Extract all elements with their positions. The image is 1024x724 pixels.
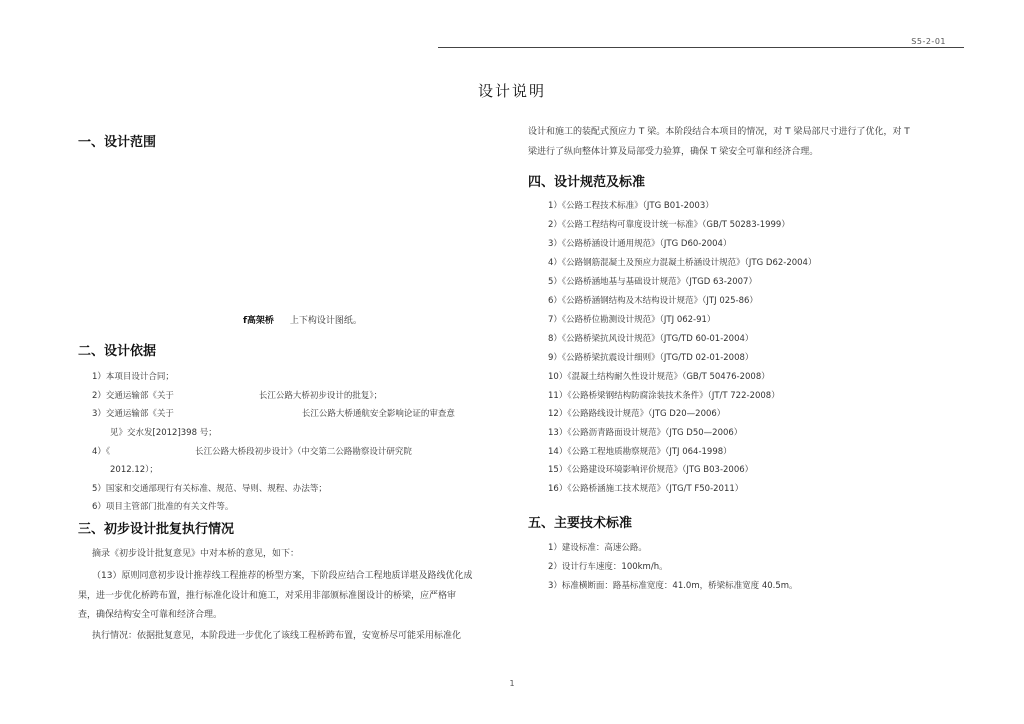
section-4-heading: 四、设计规范及标准 bbox=[528, 175, 646, 190]
standard-item: 16）《公路桥涵施工技术规范》（JTG/T F50-2011） bbox=[548, 484, 744, 494]
section-1-scope-text bbox=[243, 313, 362, 326]
standard-item: 14）《公路工程地质勘察规范》（JTJ 064-1998） bbox=[548, 447, 732, 457]
section-1-scope-tail: 上下构设计图纸。 bbox=[289, 316, 362, 326]
standard-item: 11）《公路桥梁钢结构防腐涂装技术条件》（JT/T 722-2008） bbox=[548, 391, 780, 401]
drawing-number: S5-2-01 bbox=[911, 37, 946, 46]
section-3-continued-line: 设计和施工的装配式预应力 T 梁。本阶段结合本项目的情况，对 T 梁局部尺寸进行了优化，对 T bbox=[528, 127, 910, 137]
section-3-line: 执行情况：依据批复意见，本阶段进一步优化了该线工程桥跨布置，安宽桥尽可能采用标准化 bbox=[92, 631, 462, 641]
section-3-continued-line: 梁进行了纵向整体计算及局部受力验算，确保 T 梁安全可靠和经济合理。 bbox=[528, 147, 819, 157]
basis-item-cont: 2012.12）； bbox=[110, 465, 158, 475]
section-3-line: （13）原则同意初步设计推荐线工程推荐的桥型方案，下阶段应结合工程地质详堪及路线优化成 bbox=[92, 571, 473, 581]
standard-item: 6）《公路桥涵钢结构及木结构设计规范》（JTJ 025-86） bbox=[548, 296, 758, 306]
standard-item: 13）《公路沥青路面设计规范》（JTG D50—2006） bbox=[548, 428, 743, 438]
section-3-line: 果，进一步优化桥跨布置，推行标准化设计和施工，对采用非部颁标准图设计的桥梁，应严格审 bbox=[78, 591, 457, 601]
standard-item: 5）《公路桥涵地基与基础设计规范》（JTGD 63-2007） bbox=[548, 277, 757, 287]
standard-item: 8）《公路桥梁抗风设计规范》（JTG/TD 60-01-2004） bbox=[548, 334, 754, 344]
basis-item: 1）本项目设计合同； bbox=[92, 372, 174, 382]
page-number: 1 bbox=[509, 679, 515, 688]
tech-standard-item: 2）设计行车速度：100km/h。 bbox=[548, 562, 668, 572]
standard-item: 7）《公路桥位勘测设计规范》（JTJ 062-91） bbox=[548, 315, 716, 325]
section-3-line: 查，确保结构安全可靠和经济合理。 bbox=[78, 610, 223, 620]
section-3-line: 摘录《初步设计批复意见》中对本桥的意见，如下： bbox=[92, 549, 300, 559]
basis-item: 3）交通运输部《关于 长江公路大桥通航安全影响论证的审查意 bbox=[92, 409, 455, 419]
standard-item: 15）《公路建设环境影响评价规范》（JTG B03-2006） bbox=[548, 465, 754, 475]
basis-item: 6）项目主管部门批准的有关文件等。 bbox=[92, 502, 234, 512]
standard-item: 3）《公路桥涵设计通用规范》（JTG D60-2004） bbox=[548, 239, 732, 249]
basis-item: 2）交通运输部《关于 长江公路大桥初步设计的批复》； bbox=[92, 391, 383, 401]
standard-item: 12）《公路路线设计规范》（JTG D20—2006） bbox=[548, 409, 726, 419]
basis-item: 5）国家和交通部现行有关标准、规范、导则、规程、办法等； bbox=[92, 484, 327, 494]
standard-item: 2）《公路工程结构可靠度设计统一标准》（GB/T 50283-1999） bbox=[548, 220, 790, 230]
section-1-heading: 一、设计范围 bbox=[78, 135, 157, 150]
section-1-bridge-name: f高架桥 bbox=[243, 316, 274, 326]
standard-item: 10）《混凝土结构耐久性设计规范》（GB/T 50476-2008） bbox=[548, 372, 770, 382]
tech-standard-item: 1）建设标准：高速公路。 bbox=[548, 543, 647, 553]
basis-item: 4）《 长江公路大桥段初步设计》（中交第二公路勘察设计研究院 bbox=[92, 447, 412, 457]
standard-item: 1）《公路工程技术标准》（JTG B01-2003） bbox=[548, 201, 714, 211]
header-rule bbox=[438, 47, 964, 48]
standard-item: 9）《公路桥梁抗震设计细则》（JTG/TD 02-01-2008） bbox=[548, 353, 754, 363]
basis-item-cont: 见》交水发[2012]398 号； bbox=[110, 428, 217, 438]
section-5-heading: 五、主要技术标准 bbox=[528, 516, 633, 531]
section-3-heading: 三、初步设计批复执行情况 bbox=[78, 522, 235, 537]
standard-item: 4）《公路钢筋混凝土及预应力混凝土桥涵设计规范》（JTG D62-2004） bbox=[548, 258, 817, 268]
section-2-heading: 二、设计依据 bbox=[78, 344, 157, 359]
document-title: 设计说明 bbox=[477, 82, 546, 100]
tech-standard-item: 3）标准横断面：路基标准宽度：41.0m，桥梁标准宽度 40.5m。 bbox=[548, 581, 798, 591]
